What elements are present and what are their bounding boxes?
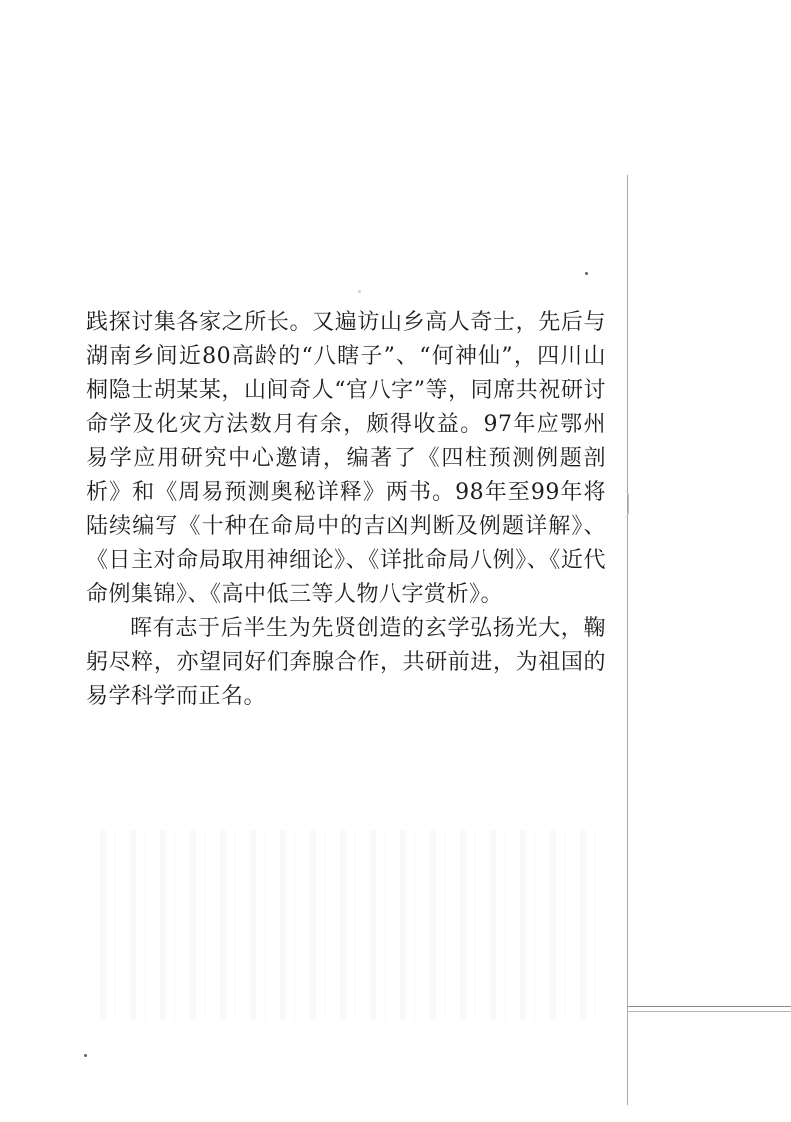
paragraph-1: 践探讨集各家之所长。又遍访山乡高人奇士，先后与湖南乡间近80高龄的“八瞎子”、“何神仙”，四川山桐隐士胡某某，山间奇人“官八字”等，同席共祝研讨命学及化灾方法数月有余，颇得收益。97年应鄂州易学应用研究中心邀请，编著了《四柱预测例题剖析》和《周易预测奥秘详释》两书。98年至99年将陆续编写《十种在命局中的吉凶判断及例题详解》、《日主对命局取用神细论》、《详批命局八例》、《近代命例集锦》、《高中低三等人物八字赏析》。 xyxy=(86,310,606,607)
show-through-line xyxy=(100,830,600,868)
scan-speck xyxy=(358,290,361,293)
show-through-text xyxy=(100,830,600,1020)
body-text xyxy=(86,306,606,714)
page-edge-notch xyxy=(622,490,629,518)
show-through-line xyxy=(100,944,600,982)
scan-speck xyxy=(84,1054,87,1057)
page-edge-line xyxy=(627,175,628,1105)
show-through-line xyxy=(100,906,600,944)
paragraph-2: 晖有志于后半生为先贤创造的玄学弘扬光大，鞠躬尽粹，亦望同好们奔腺合作，共研前进，为祖国的易学科学而正名。 xyxy=(86,616,606,709)
show-through-line xyxy=(100,982,600,1020)
page-corner-rule xyxy=(628,1006,791,1012)
scan-speck xyxy=(585,272,588,275)
show-through-line xyxy=(100,868,600,906)
